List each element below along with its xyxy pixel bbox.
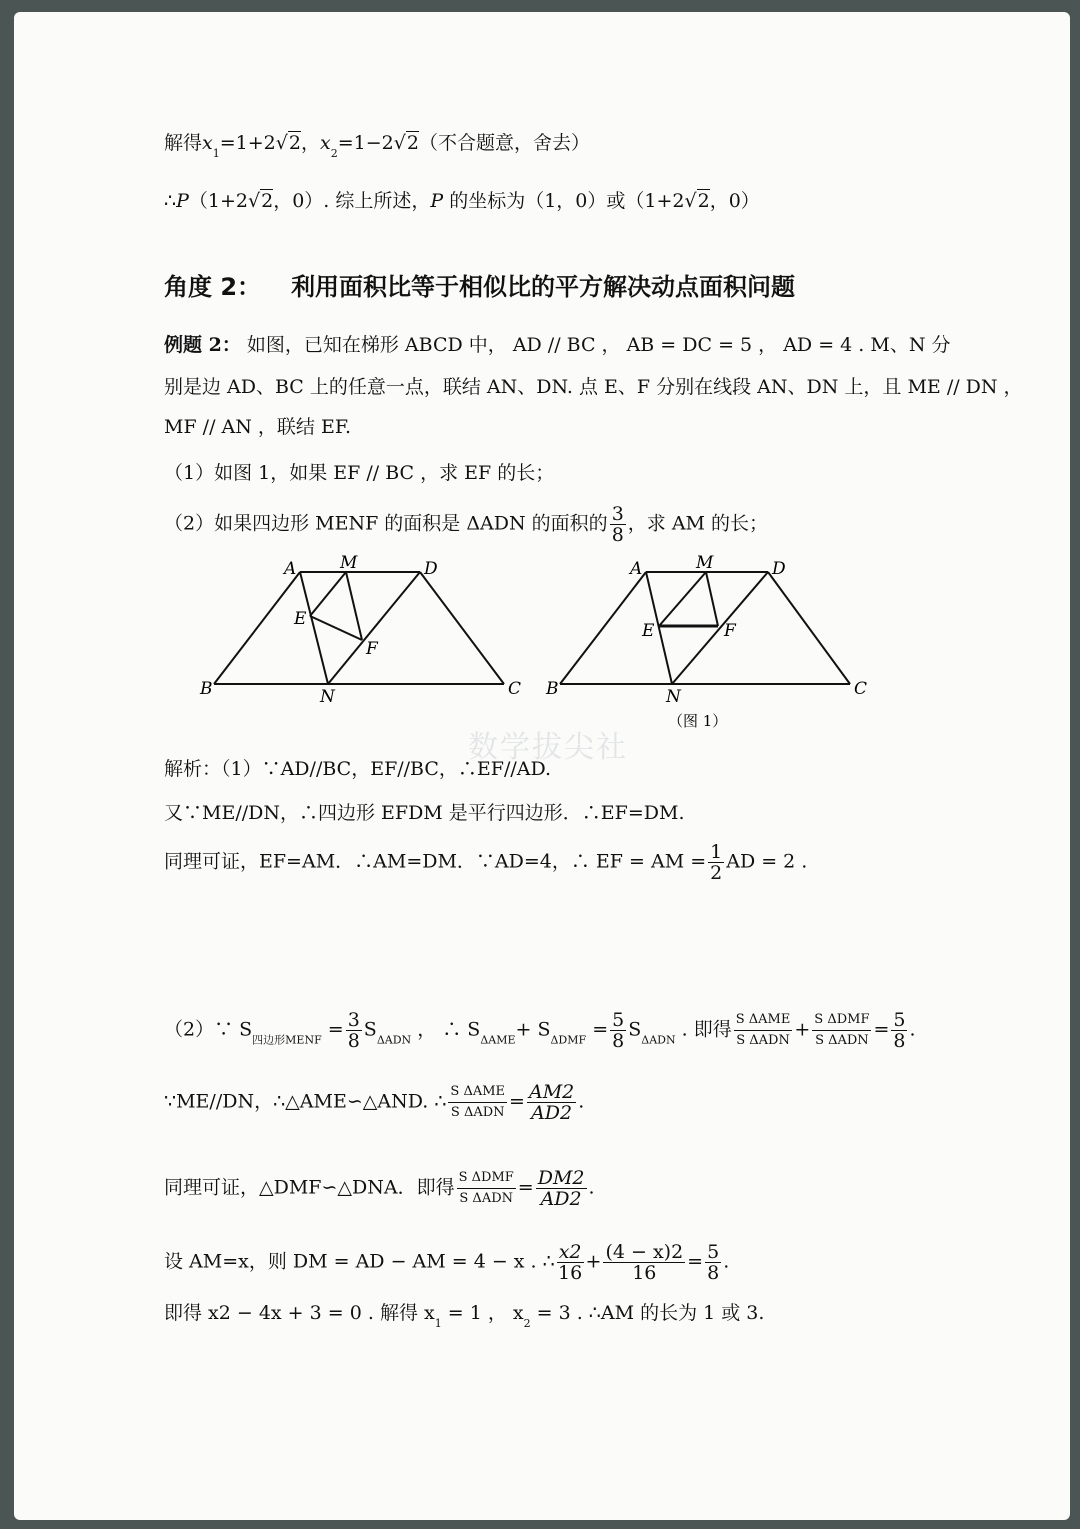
denominator: AD2 <box>540 1188 582 1210</box>
fraction <box>734 1010 793 1051</box>
label-M: M <box>340 553 358 573</box>
fraction <box>708 842 724 883</box>
numerator: AM2 <box>528 1081 575 1103</box>
value: =1+2 <box>219 132 276 154</box>
denominator: S ΔADN <box>459 1191 514 1206</box>
denominator: S ΔADN <box>736 1033 790 1048</box>
numerator: 3 <box>347 1009 360 1031</box>
numerator: x2 <box>558 1241 582 1263</box>
segment-AB <box>214 572 300 684</box>
subscript: 2 <box>523 1317 531 1330</box>
question-text: （1）如图 1，如果 EF // BC ，求 EF 的长； <box>164 462 555 484</box>
fraction <box>891 1010 907 1051</box>
therefore-symbol: ∴ <box>164 190 177 212</box>
subscript: 四边形MENF <box>252 1033 322 1047</box>
denominator: S ΔADN <box>815 1033 869 1048</box>
part2-line-5 <box>164 1300 764 1337</box>
numerator: S ΔAME <box>448 1082 507 1103</box>
fraction <box>346 1010 362 1051</box>
label-B: B <box>200 679 213 699</box>
text: . <box>723 1250 730 1273</box>
segment-DN <box>672 572 768 684</box>
numerator: S ΔDMF <box>812 1010 871 1031</box>
segment-DC <box>768 572 850 684</box>
text: 即得 x2 − 4x + 3 = 0 . 解得 x <box>164 1302 435 1324</box>
label-A: A <box>630 559 643 579</box>
text: ∵ME//DN，∴△AME∽△AND. ∴ <box>164 1090 447 1113</box>
analysis-line-3 <box>164 842 807 883</box>
segment-ME <box>310 572 346 616</box>
denominator: 8 <box>611 524 624 546</box>
text: + <box>585 1250 602 1273</box>
watermark: 数学拔尖社 <box>468 730 628 765</box>
section-heading <box>164 274 795 300</box>
solution-line: 解得$x_1=1+2√2$，$x_2=1-2√2$（不合题意，舍去） <box>164 132 590 160</box>
denominator: 8 <box>707 1262 720 1284</box>
analysis-line-1 <box>164 756 551 782</box>
heading-label: 角度 2： <box>164 273 262 301</box>
segment-AB <box>560 572 646 684</box>
text: = <box>873 1018 890 1041</box>
numerator: 5 <box>893 1009 906 1031</box>
text: . <box>909 1018 916 1041</box>
text: = 1 ， x <box>441 1302 524 1324</box>
text: S <box>363 1018 377 1041</box>
question-2 <box>164 504 768 545</box>
subscript: ΔDMF <box>550 1033 587 1047</box>
numerator: 5 <box>707 1241 720 1263</box>
fraction <box>610 504 626 545</box>
part2-line-1 <box>164 1010 916 1054</box>
denominator: 8 <box>893 1030 906 1052</box>
label-E: E <box>642 621 655 641</box>
label-E: E <box>294 609 307 629</box>
subscript: 1 <box>212 147 220 160</box>
text: . 即得 <box>681 1018 732 1041</box>
label-M: M <box>696 553 714 573</box>
text: ，0）. 综上所述， <box>273 190 431 212</box>
subscript: ΔAME <box>480 1033 516 1047</box>
analysis-text: 又∵ME//DN，∴四边形 EFDM 是平行四边形．∴EF=DM. <box>164 802 685 824</box>
denominator: S ΔADN <box>450 1105 505 1120</box>
text: + S <box>515 1018 551 1041</box>
analysis-line-2 <box>164 800 685 826</box>
text: + <box>794 1018 811 1041</box>
subscript: ΔADN <box>376 1033 412 1047</box>
label-A: A <box>284 559 297 579</box>
example-line-1 <box>164 332 951 358</box>
text: = 3 . ∴AM 的长为 1 或 3. <box>530 1302 765 1324</box>
segment-DC <box>420 572 504 684</box>
subscript: ΔADN <box>641 1033 676 1047</box>
fraction <box>557 1242 584 1283</box>
segment-MF <box>706 572 718 626</box>
denominator: 8 <box>347 1030 360 1052</box>
example-text: 别是边 AD、BC 上的任意一点，联结 AN、DN. 点 E、F 分别在线段 AN、DN 上，且 ME // DN ， <box>164 376 1023 398</box>
numerator: S ΔAME <box>734 1010 793 1031</box>
label-N: N <box>320 687 335 707</box>
fraction <box>603 1242 685 1283</box>
numerator: (4 − x)2 <box>605 1241 684 1263</box>
label-C: C <box>508 679 522 699</box>
conclusion-line: ∴P（1+2√2，0）. 综上所述，P 的坐标为（1，0）或（1+2√2，0） <box>164 190 760 212</box>
var-x2: x <box>319 132 331 154</box>
sqrt-value: 2 <box>697 190 710 212</box>
text: ，0） <box>709 190 760 212</box>
label-D: D <box>424 559 438 579</box>
segment-DN <box>328 572 420 684</box>
label-F: F <box>724 621 736 641</box>
text: = <box>687 1250 704 1273</box>
note: （不合题意，舍去） <box>418 132 590 154</box>
part2-line-2 <box>164 1082 584 1123</box>
var-p: P <box>430 190 444 212</box>
fraction <box>457 1168 516 1209</box>
sqrt-value: 2 <box>288 132 301 154</box>
text: = <box>509 1090 525 1113</box>
question-text: ，求 AM 的长； <box>627 512 769 535</box>
text: . <box>578 1090 585 1113</box>
numerator: 1 <box>710 841 723 863</box>
question-text: （2）如果四边形 MENF 的面积是 ΔADN 的面积的 <box>164 512 608 535</box>
example-line-2 <box>164 374 1023 400</box>
segment-MF <box>346 572 362 640</box>
text: S <box>628 1018 642 1041</box>
numerator: 5 <box>612 1009 625 1031</box>
text: （1+2 <box>188 190 248 212</box>
separator: ， <box>300 132 320 154</box>
example-label: 例题 2： <box>164 334 241 356</box>
example-text: 如图，已知在梯形 ABCD 中， AD // BC ， AB = DC = 5 ， AD = 4 . M、N 分 <box>246 334 951 356</box>
text: 解得 <box>164 132 203 154</box>
subscript: 2 <box>330 147 338 160</box>
denominator: 16 <box>632 1262 657 1284</box>
example-line-3 <box>164 414 351 440</box>
text: . <box>588 1176 595 1199</box>
label-N: N <box>666 687 681 707</box>
analysis-text: AD = 2 . <box>726 850 808 873</box>
text: = <box>592 1018 609 1041</box>
numerator: DM2 <box>537 1167 585 1189</box>
question-1 <box>164 460 554 486</box>
fraction <box>812 1010 871 1051</box>
denominator: 16 <box>558 1262 583 1284</box>
sqrt-value: 2 <box>261 190 274 212</box>
figure-caption: （图 1） <box>668 712 728 730</box>
segment-ME <box>659 572 706 626</box>
subscript: 1 <box>434 1317 442 1330</box>
text: 的坐标为（1，0）或（1+2 <box>443 190 685 212</box>
fraction <box>448 1082 507 1123</box>
text: = <box>517 1176 534 1199</box>
fraction <box>705 1242 721 1283</box>
analysis-text: 解析：（1）∵AD//BC，EF//BC，∴EF//AD. <box>164 758 552 780</box>
figure-right <box>538 548 878 738</box>
text: = <box>327 1018 344 1041</box>
example-text: MF // AN ，联结 EF. <box>164 416 352 438</box>
denominator: AD2 <box>531 1102 573 1124</box>
label-F: F <box>366 639 378 659</box>
numerator: S ΔDMF <box>457 1168 516 1189</box>
denominator: 2 <box>710 862 723 884</box>
part2-line-3 <box>164 1168 595 1209</box>
value: =1−2 <box>337 132 394 154</box>
numerator: 3 <box>611 503 624 525</box>
part2-line-4 <box>164 1242 729 1283</box>
segment-EF <box>310 616 362 640</box>
fraction <box>610 1010 626 1051</box>
text: ， ∴ S <box>417 1018 481 1041</box>
label-B: B <box>546 679 559 699</box>
text: （2）∵ S <box>164 1018 253 1041</box>
fraction <box>536 1168 587 1209</box>
label-C: C <box>854 679 868 699</box>
fraction <box>527 1082 576 1123</box>
label-D: D <box>772 559 786 579</box>
var-x1: x <box>202 132 213 154</box>
analysis-text: 同理可证，EF=AM．∴AM=DM．∵AD=4，∴ EF = AM = <box>164 850 707 873</box>
sqrt-value: 2 <box>406 132 419 154</box>
denominator: 8 <box>612 1030 625 1052</box>
text: 设 AM=x，则 DM = AD − AM = 4 − x . ∴ <box>164 1250 555 1273</box>
var-p: P <box>176 190 189 212</box>
figure-left <box>190 548 530 708</box>
heading-title: 利用面积比等于相似比的平方解决动点面积问题 <box>291 273 796 301</box>
text: 同理可证，△DMF∽△DNA．即得 <box>164 1176 455 1199</box>
